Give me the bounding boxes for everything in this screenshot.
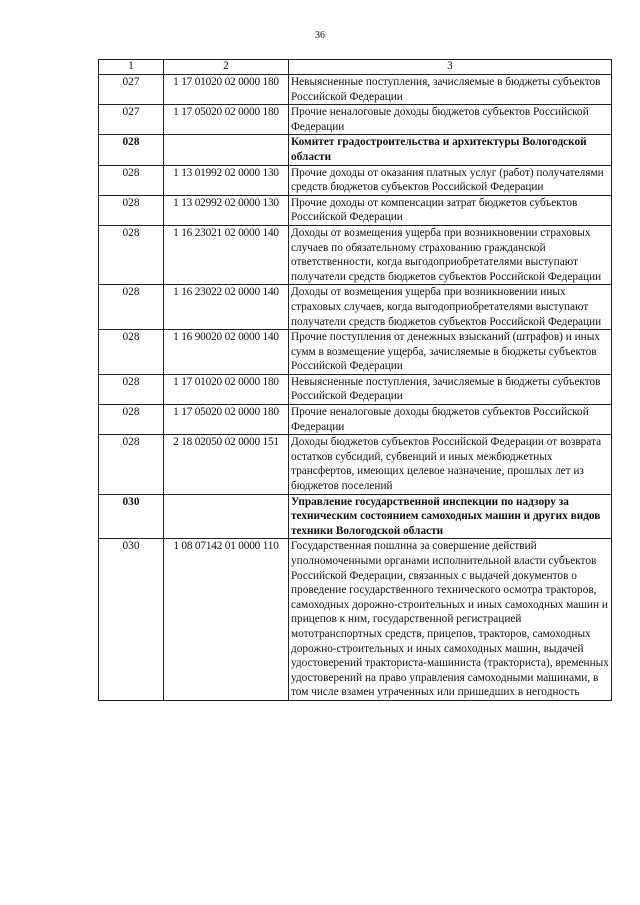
admin-code-cell: 028 <box>99 165 164 195</box>
table-row <box>99 105 612 135</box>
budget-code-cell: 1 16 23022 02 0000 140 <box>164 285 289 330</box>
admin-code-cell: 030 <box>99 539 164 701</box>
revenue-name-cell: Невыясненные поступления, зачисляемые в бюджеты субъектов Российской Федерации <box>289 374 612 404</box>
budget-code-cell <box>164 494 289 539</box>
table-row <box>99 330 612 375</box>
revenue-name-cell: Прочие поступления от денежных взысканий (штрафов) и иных сумм в возмещение ущерба, зачисляемые в бюджеты субъектов Российской Федерации <box>289 330 612 375</box>
revenue-name-cell: Прочие доходы от оказания платных услуг (работ) получателями средств бюджетов субъектов Российской Федерации <box>289 165 612 195</box>
table-row <box>99 165 612 195</box>
budget-code-cell: 2 18 02050 02 0000 151 <box>164 435 289 494</box>
column-header-1: 1 <box>99 60 164 75</box>
budget-code-cell: 1 08 07142 01 0000 110 <box>164 539 289 701</box>
column-header-3: 3 <box>289 60 612 75</box>
admin-code-cell: 027 <box>99 75 164 105</box>
revenue-name-cell: Государственная пошлина за совершение действий уполномоченными органами исполнительной власти субъектов Российской Федерации, связанных с выдачей документов о проведение государственного технического осмотра тракторов, самоходных дорожно-строительных и иных самоходных машин и прицепов к ним, государственной регистрацией мототранспортных средств, прицепов, тракторов, самоходных дорожно-строительных и иных самоходных машин, выдачей удостоверений тракториста-машиниста (тракториста), временных удостоверений на право управления самоходными машинами, в том числе взамен утраченных или пришедших в негодность <box>289 539 612 701</box>
admin-code-cell: 030 <box>99 494 164 539</box>
admin-code-cell: 028 <box>99 374 164 404</box>
revenue-name-cell: Доходы от возмещения ущерба при возникновении страховых случаев по обязательному страхованию гражданской ответственности, когда выгодоприобретателями выступают получатели средств бюджетов субъектов Российской Федерации <box>289 225 612 284</box>
admin-code-cell: 028 <box>99 285 164 330</box>
revenue-name-cell: Невыясненные поступления, зачисляемые в бюджеты субъектов Российской Федерации <box>289 75 612 105</box>
page-number: 36 <box>315 30 325 41</box>
admin-code-cell: 028 <box>99 195 164 225</box>
table-row <box>99 374 612 404</box>
table-header-row <box>99 60 612 75</box>
budget-code-cell: 1 16 90020 02 0000 140 <box>164 330 289 375</box>
table-row <box>99 75 612 105</box>
budget-code-cell: 1 17 05020 02 0000 180 <box>164 405 289 435</box>
admin-code-cell: 028 <box>99 435 164 494</box>
revenue-name-cell: Управление государственной инспекции по надзору за техническим состоянием самоходных машин и других видов техники Вологодской области <box>289 494 612 539</box>
budget-code-cell <box>164 135 289 165</box>
revenue-name-cell: Прочие неналоговые доходы бюджетов субъектов Российской Федерации <box>289 405 612 435</box>
admin-code-cell: 027 <box>99 105 164 135</box>
admin-code-cell: 028 <box>99 330 164 375</box>
column-header-2: 2 <box>164 60 289 75</box>
revenue-name-cell: Комитет градостроительства и архитектуры Вологодской области <box>289 135 612 165</box>
revenue-codes-table <box>98 59 612 701</box>
budget-code-cell: 1 13 01992 02 0000 130 <box>164 165 289 195</box>
budget-code-cell: 1 17 01020 02 0000 180 <box>164 75 289 105</box>
table-row <box>99 225 612 284</box>
revenue-name-cell: Доходы бюджетов субъектов Российской Федерации от возврата остатков субсидий, субвенций и иных межбюджетных трансфертов, имеющих целевое назначение, прошлых лет из бюджетов поселений <box>289 435 612 494</box>
revenue-name-cell: Прочие неналоговые доходы бюджетов субъектов Российской Федерации <box>289 105 612 135</box>
table-row <box>99 539 612 701</box>
table-row <box>99 494 612 539</box>
admin-code-cell: 028 <box>99 225 164 284</box>
budget-code-cell: 1 17 01020 02 0000 180 <box>164 374 289 404</box>
table-row <box>99 435 612 494</box>
table-row <box>99 195 612 225</box>
admin-code-cell: 028 <box>99 135 164 165</box>
revenue-name-cell: Прочие доходы от компенсации затрат бюджетов субъектов Российской Федерации <box>289 195 612 225</box>
budget-code-cell: 1 17 05020 02 0000 180 <box>164 105 289 135</box>
table-row <box>99 135 612 165</box>
budget-code-cell: 1 13 02992 02 0000 130 <box>164 195 289 225</box>
revenue-name-cell: Доходы от возмещения ущерба при возникновении иных страховых случаев, когда выгодоприобретателями выступают получатели средств бюджетов субъектов Российской Федерации <box>289 285 612 330</box>
table-row <box>99 285 612 330</box>
table-row <box>99 405 612 435</box>
budget-code-cell: 1 16 23021 02 0000 140 <box>164 225 289 284</box>
admin-code-cell: 028 <box>99 405 164 435</box>
